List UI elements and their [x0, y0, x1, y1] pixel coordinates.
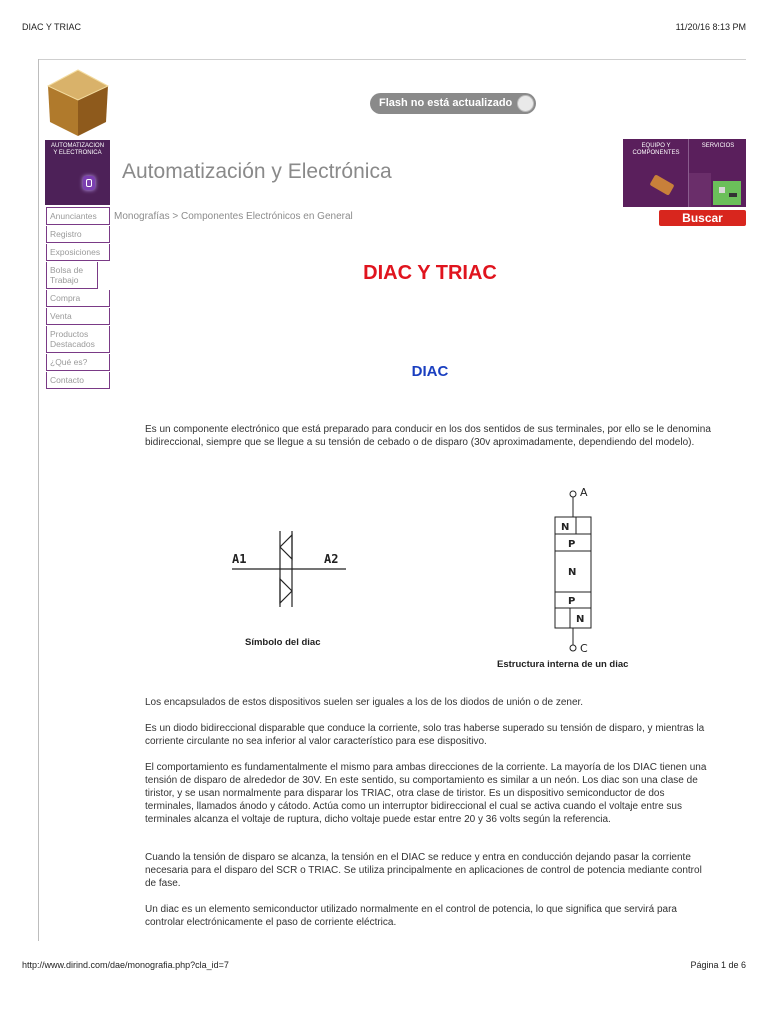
structure-caption: Estructura interna de un diac	[497, 659, 629, 670]
ad-right-label: SERVICIOS	[701, 143, 735, 149]
ad-banner[interactable]	[623, 139, 746, 207]
symbol-caption: Símbolo del diac	[245, 637, 321, 648]
site-title: Automatización y Electrónica	[122, 160, 392, 183]
layer-label: N	[561, 522, 570, 533]
flash-notice[interactable]	[370, 93, 536, 114]
breadcrumb[interactable]: Monografías > Componentes Electrónicos en General	[114, 211, 353, 222]
layer-label: N	[568, 567, 577, 578]
flash-toggle-icon	[517, 95, 534, 112]
menu-item-venta[interactable]: Venta	[46, 308, 110, 325]
menu-item-anunciantes[interactable]: Anunciantes	[46, 207, 110, 225]
symbol-label-a1: A1	[232, 552, 247, 566]
ad-left-label: EQUIPO Y COMPONENTES	[632, 143, 680, 156]
structure-label-a: A	[580, 486, 588, 499]
layer-label: N	[576, 614, 585, 625]
menu-item-bolsa-de-trabajo[interactable]: Bolsa de Trabajo	[46, 262, 98, 289]
print-footer-page: Página 1 de 6	[690, 960, 746, 970]
side-menu	[46, 207, 110, 390]
logo-box-text: AUTOMATIZACION Y ELECTRONICA	[50, 143, 105, 156]
paragraph-1: Los encapsulados de estos dispositivos suelen ser iguales a los de los diodos de unión o de zener.	[145, 697, 584, 708]
menu-item-registro[interactable]: Registro	[46, 226, 110, 243]
page-frame-top	[38, 59, 746, 60]
page-title: DIAC Y TRIAC	[363, 262, 497, 284]
paragraph-4: Cuando la tensión de disparo se alcanza, la tensión en el DIAC se reduce y entra en conducción dejando pasar la corriente necesaria para el disparo del SCR o TRIAC. Se utiliza principalmente en aplicaciones de control de potencia mediante control de fase.	[145, 852, 702, 889]
print-header-datetime: 11/20/16 8:13 PM	[675, 22, 746, 32]
site-logo-box[interactable]	[45, 140, 110, 205]
paragraph-3: El comportamiento es fundamentalmente el mismo para ambas direcciones de la corriente. La mayoría de los DIAC tienen una tensión de disparo de alrededor de 30V. En este sentido, su comportamiento es similar a un neón. Los diac son una clase de tiristor, y se usan normalmente para disparar los TRIAC, otra clase de tiristor. Es un dispositivo semiconductor de dos terminales, llamados ánodo y cátodo. Actúa como un interruptor bidireccional el cual se activa cuando el voltaje entre sus terminales alcanza el voltaje de ruptura, dicho voltaje puede estar entre 20 y 36 volts según la referencia.	[145, 762, 707, 825]
structure-label-c: C	[580, 642, 588, 655]
layer-label: P	[568, 539, 576, 550]
print-footer-url[interactable]: http://www.dirind.com/dae/monografia.php?cla_id=7	[22, 960, 229, 970]
diac-structure-diagram	[546, 484, 606, 656]
menu-item-contacto[interactable]: Contacto	[46, 372, 110, 389]
menu-item-que-es[interactable]: ¿Qué es?	[46, 354, 110, 371]
menu-item-compra[interactable]: Compra	[46, 290, 110, 307]
section-title-diac: DIAC	[411, 363, 449, 380]
layer-label: P	[568, 596, 576, 607]
logo-glow-icon	[83, 176, 95, 190]
menu-item-productos-destacados[interactable]: Productos Destacados	[46, 326, 110, 353]
paragraph-5: Un diac es un elemento semiconductor utilizado normalmente en el control de potencia, lo que significa que servirá para controlar electrónicamente el paso de corriente eléctrica.	[145, 904, 677, 928]
intro-paragraph: Es un componente electrónico que está preparado para conducir en los dos sentidos de sus terminales, por ello se le denomina bidireccional, siempre que se llegue a su tensión de cebado o de disparo (30v aproximadamente, dependiendo del modelo).	[145, 424, 711, 448]
logo-cube-icon[interactable]	[44, 66, 112, 140]
components-photo-icon	[649, 167, 745, 207]
search-button[interactable]: Buscar	[659, 210, 746, 226]
page-frame-left	[38, 59, 39, 941]
flash-notice-label: Flash no está actualizado	[379, 97, 513, 109]
menu-item-exposiciones[interactable]: Exposiciones	[46, 244, 110, 261]
diac-symbol-diagram	[228, 525, 350, 611]
print-header-title: DIAC Y TRIAC	[22, 22, 82, 32]
symbol-label-a2: A2	[324, 552, 339, 566]
paragraph-2: Es un diodo bidireccional disparable que conduce la corriente, solo tras haberse superado su tensión de disparo, y mientras la corriente circulante no sea inferior al valor característico para ese dispositivo.	[145, 723, 705, 747]
